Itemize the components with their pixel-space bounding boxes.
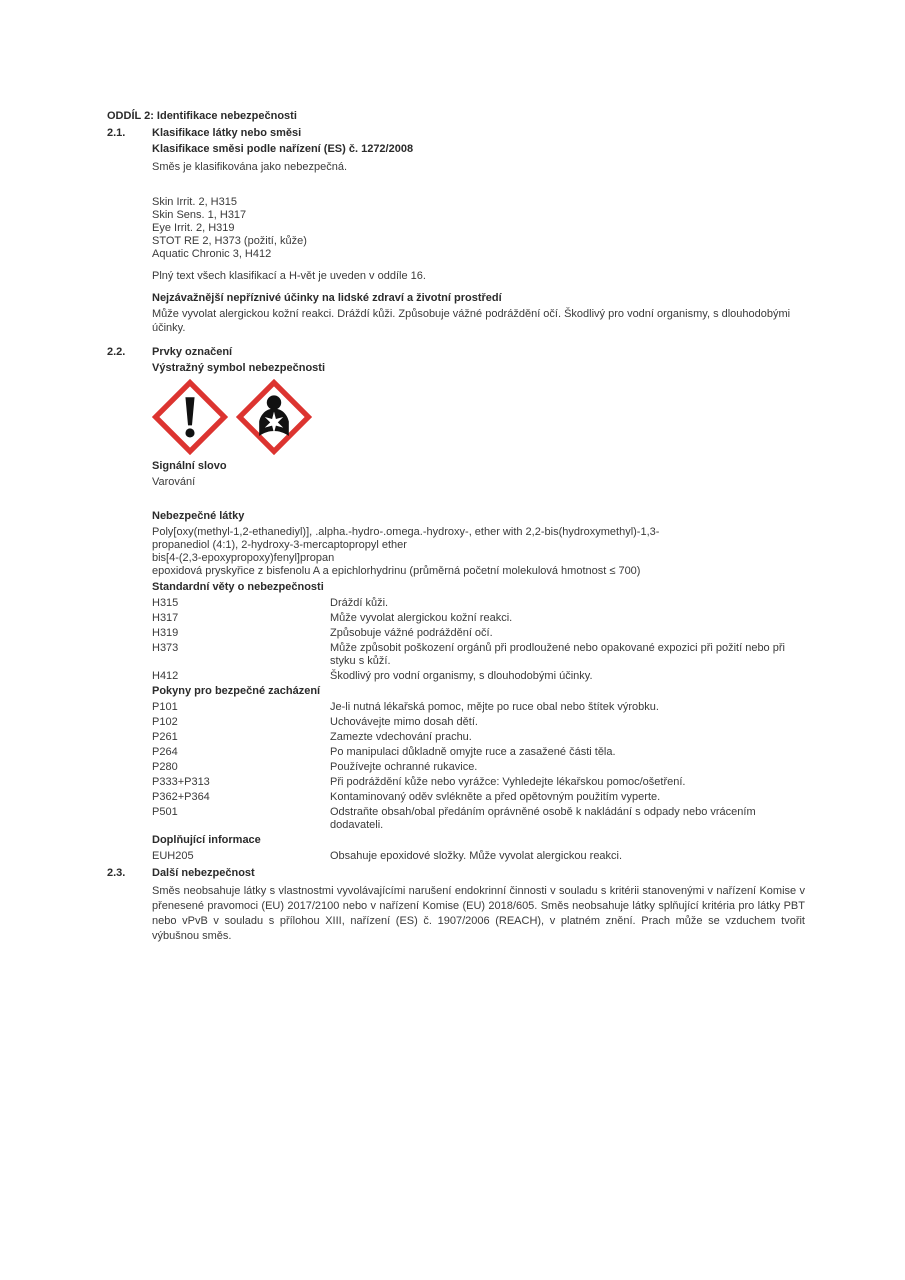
statement-code: P261	[152, 731, 178, 743]
fulltext-note: Plný text všech klasifikací a H-vět je uveden v oddíle 16.	[152, 270, 426, 282]
subsection-2-3-heading	[107, 867, 807, 880]
hazard-statements-heading: Standardní věty o nebezpečnosti	[152, 581, 324, 593]
ghs08-health-hazard-icon	[236, 379, 312, 455]
ghs-pictograms	[152, 379, 805, 455]
statement-code: P101	[152, 701, 178, 713]
precautionary-statement-row	[152, 776, 805, 789]
subsection-2-2-body	[152, 362, 805, 863]
statement-code: H319	[152, 627, 179, 639]
precautionary-statement-row	[152, 746, 805, 759]
hazardous-substances-list	[152, 526, 805, 578]
statement-text: Je-li nutná lékařská pomoc, mějte po ruce obal nebo štítek výrobku.	[330, 701, 659, 713]
subsection-title: Klasifikace látky nebo směsi	[152, 127, 302, 139]
statement-text: Může vyvolat alergickou kožní reakci.	[330, 612, 513, 624]
subsection-title: Prvky označení	[152, 346, 233, 358]
statement-code: EUH205	[152, 850, 194, 862]
signal-word-heading: Signální slovo	[152, 460, 227, 472]
adverse-effects-text: Může vyvolat alergickou kožní reakci. Dráždí kůži. Způsobuje vážné podráždění očí. Škodlivý pro vodní organismy, s dlouhodobými účinky.	[152, 308, 791, 334]
hazardous-substance-line: epoxidová pryskyřice z bisfenolu A a epichlorhydrinu (průměrná početní molekulová hmotnost ≤ 700)	[152, 565, 641, 577]
precautionary-statement-row	[152, 716, 805, 729]
classification-item: Aquatic Chronic 3, H412	[152, 248, 272, 260]
hazard-statement-row	[152, 612, 805, 625]
hazardous-substance-line: bis[4-(2,3-epoxypropoxy)fenyl]propan	[152, 552, 335, 564]
statement-code: P333+P313	[152, 776, 210, 788]
subsection-2-3-body	[152, 884, 805, 944]
pictogram-heading: Výstražný symbol nebezpečnosti	[152, 362, 325, 374]
statement-code: H373	[152, 642, 179, 654]
precautionary-statements-heading: Pokyny pro bezpečné zacházení	[152, 685, 321, 697]
subsection-title: Další nebezpečnost	[152, 867, 255, 879]
statement-code: P362+P364	[152, 791, 210, 803]
statement-text: Po manipulaci důkladně omyjte ruce a zasažené části těla.	[330, 746, 616, 758]
supplemental-info-table	[152, 850, 805, 863]
signal-word: Varování	[152, 476, 196, 488]
section-header: ODDÍL 2: Identifikace nebezpečnosti	[107, 110, 297, 122]
subsection-number: 2.3.	[107, 867, 126, 879]
hazardous-substance-line: propanediol (4:1), 2-hydroxy-3-mercaptopropyl ether	[152, 539, 407, 551]
precautionary-statements-table	[152, 701, 805, 832]
hazard-statements-table	[152, 597, 805, 683]
supplemental-statement-row	[152, 850, 805, 863]
statement-code: P102	[152, 716, 178, 728]
precautionary-statement-row	[152, 761, 805, 774]
adverse-effects-heading: Nejzávažnější nepříznivé účinky na lidské zdraví a životní prostředí	[152, 292, 502, 304]
statement-text: Uchovávejte mimo dosah dětí.	[330, 716, 478, 728]
subsection-2-2-heading	[107, 346, 807, 359]
statement-text: Zamezte vdechování prachu.	[330, 731, 472, 743]
supplemental-info-heading: Doplňující informace	[152, 834, 261, 846]
statement-text: Škodlivý pro vodní organismy, s dlouhodobými účinky.	[330, 670, 593, 682]
subsection-number: 2.2.	[107, 346, 126, 358]
statement-text: Používejte ochranné rukavice.	[330, 761, 478, 773]
sds-section-2	[107, 110, 807, 944]
statement-code: H317	[152, 612, 179, 624]
classification-item: Skin Sens. 1, H317	[152, 209, 247, 221]
statement-code: P501	[152, 806, 178, 818]
statement-code: P280	[152, 761, 178, 773]
subsection-2-1-heading	[107, 127, 807, 140]
statement-text: Způsobuje vážné podráždění očí.	[330, 627, 493, 639]
statement-text: Obsahuje epoxidové složky. Může vyvolat alergickou reakci.	[330, 850, 623, 862]
hazardous-substance-line: Poly[oxy(methyl-1,2-ethanediyl)], .alpha.-hydro-.omega.-hydroxy-, ether with 2,2-bis(hydroxymethyl)-1,3-	[152, 526, 660, 538]
statement-code: P264	[152, 746, 178, 758]
precautionary-statement-row	[152, 791, 805, 804]
statement-text: Může způsobit poškození orgánů při prodloužené nebo opakované expozici při požití nebo při styku s kůží.	[330, 642, 785, 667]
statement-text: Odstraňte obsah/obal předáním oprávněné osobě k nakládání s odpady nebo vrácením dodavateli.	[330, 806, 756, 831]
hazard-statement-row	[152, 642, 805, 668]
statement-text: Kontaminovaný oděv svlékněte a před opětovným použitím vyperte.	[330, 791, 661, 803]
subsection-2-1-body	[152, 143, 805, 335]
statement-text: Při podráždění kůže nebo vyrážce: Vyhledejte lékařskou pomoc/ošetření.	[330, 776, 686, 788]
subsection-number: 2.1.	[107, 127, 126, 139]
ghs07-exclamation-icon	[152, 379, 228, 455]
hazard-statement-row	[152, 627, 805, 640]
classification-subtitle: Klasifikace směsi podle nařízení (ES) č. 1272/2008	[152, 143, 414, 155]
classification-intro: Směs je klasifikována jako nebezpečná.	[152, 161, 348, 173]
classification-item: Eye Irrit. 2, H319	[152, 222, 235, 234]
classification-list	[152, 196, 805, 261]
other-hazards-text: Směs neobsahuje látky s vlastnostmi vyvolávajícími narušení endokrinní činnosti v souladu s kritérii stanovenými v nařízení Komise v přenesené pravomoci (EU) 2017/2100 nebo v nařízení Komise (EU) 2018/605. Směs neobsahuje látky splňující kritéria pro látky PBT nebo vPvB v souladu s přílohou XIII, nařízení (ES) č. 1907/2006 (REACH), v platném znění. Prach může se vzduchem tvořit výbušnou směs.	[152, 885, 805, 942]
hazard-statement-row	[152, 597, 805, 610]
statement-code: H315	[152, 597, 179, 609]
hazardous-substances-heading: Nebezpečné látky	[152, 510, 245, 522]
precautionary-statement-row	[152, 731, 805, 744]
classification-item: Skin Irrit. 2, H315	[152, 196, 237, 208]
hazard-statement-row	[152, 670, 805, 683]
precautionary-statement-row	[152, 701, 805, 714]
statement-code: H412	[152, 670, 179, 682]
precautionary-statement-row	[152, 806, 805, 832]
statement-text: Dráždí kůži.	[330, 597, 389, 609]
classification-item: STOT RE 2, H373 (požití, kůže)	[152, 235, 307, 247]
